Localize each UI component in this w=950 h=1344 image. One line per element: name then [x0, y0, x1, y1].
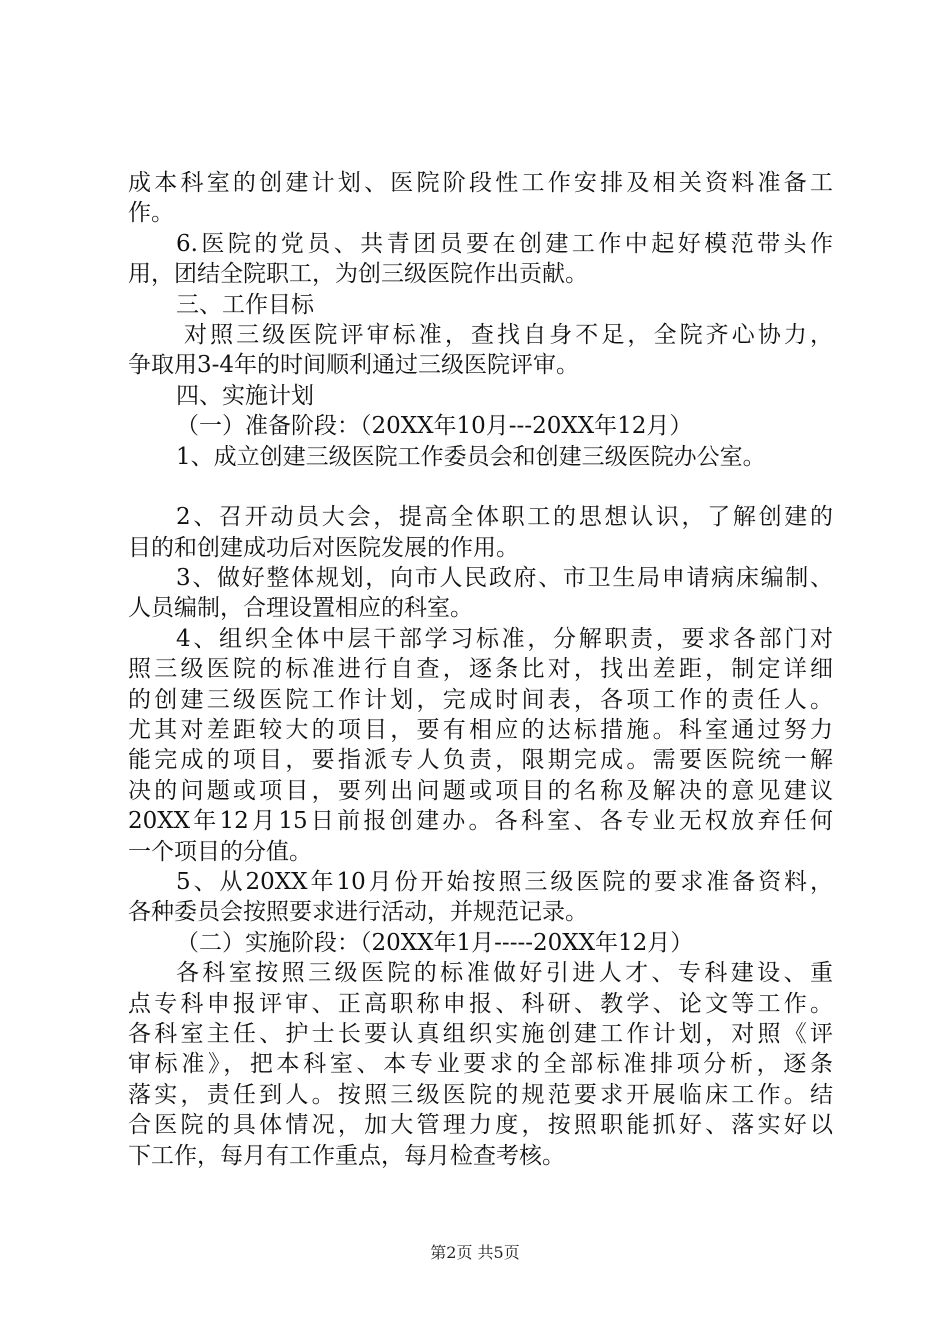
subsection-heading: （一）准备阶段：（20XX年10月---20XX年12月） [176, 413, 693, 440]
paragraph-line: 3、做好整体规划，向市人民政府、市卫生局申请病床编制、 [176, 565, 833, 592]
subsection-heading: （二）实施阶段：（20XX年1月-----20XX年12月） [176, 929, 694, 956]
blank-line [128, 472, 833, 502]
document-body [128, 168, 833, 1171]
paragraph-line: 能完成的项目，要指派专人负责，限期完成。需要医院统一解 [128, 747, 833, 774]
paragraph-line: 6.医院的党员、共青团员要在创建工作中起好模范带头作 [176, 230, 833, 257]
paragraph-line: 落实，责任到人。按照三级医院的规范要求开展临床工作。结 [128, 1081, 833, 1108]
paragraph-line: 5、从20XX年10月份开始按照三级医院的要求准备资料， [176, 868, 833, 895]
section-heading: 四、实施计划 [176, 382, 314, 409]
paragraph-line: 一个项目的分值。 [128, 838, 312, 865]
paragraph-line: 照三级医院的标准进行自查，逐条比对，找出差距，制定详细 [128, 656, 833, 683]
paragraph-line: 20XX年12月15日前报创建办。各科室、各专业无权放弃任何 [128, 808, 833, 835]
paragraph-line: 各科室主任、护士长要认真组织实施创建工作计划，对照《评 [128, 1020, 833, 1047]
paragraph-line: 的创建三级医院工作计划，完成时间表，各项工作的责任人。 [128, 686, 833, 713]
paragraph-line: 下工作，每月有工作重点，每月检查考核。 [128, 1142, 565, 1169]
paragraph-line: 1、成立创建三级医院工作委员会和创建三级医院办公室。 [176, 443, 766, 470]
section-heading: 三、工作目标 [176, 291, 314, 318]
paragraph-line: 争取用3-4年的时间顺利通过三级医院评审。 [128, 352, 580, 379]
paragraph-line: 成本科室的创建计划、医院阶段性工作安排及相关资料准备工 [128, 170, 833, 196]
paragraph-line: 用，团结全院职工，为创三级医院作出贡献。 [128, 261, 588, 288]
paragraph-line: 对照三级医院评审标准，查找自身不足，全院齐心协力， [184, 321, 833, 348]
paragraph-line: 各科室按照三级医院的标准做好引进人才、专科建设、重 [176, 960, 833, 987]
paragraph-line: 目的和创建成功后对医院发展的作用。 [128, 534, 519, 561]
paragraph-line: 各种委员会按照要求进行活动，并规范记录。 [128, 899, 588, 926]
paragraph-line: 人员编制，合理设置相应的科室。 [128, 595, 473, 622]
paragraph-line: 2、召开动员大会，提高全体职工的思想认识，了解创建的 [176, 504, 833, 531]
paragraph-line: 审标准》，把本科室、本专业要求的全部标准排项分析，逐条 [128, 1051, 833, 1078]
paragraph-line: 合医院的具体情况，加大管理力度，按照职能抓好、落实好以 [128, 1112, 833, 1139]
paragraph-line: 尤其对差距较大的项目，要有相应的达标措施。科室通过努力 [128, 717, 833, 744]
paragraph-line: 点专科申报评审、正高职称申报、科研、教学、论文等工作。 [128, 990, 833, 1017]
paragraph-line: 决的问题或项目，要列出问题或项目的名称及解决的意见建议 [128, 777, 833, 804]
paragraph-line: 作。 [128, 200, 174, 227]
paragraph-line: 4、组织全体中层干部学习标准，分解职责，要求各部门对 [176, 625, 833, 652]
page-number-footer: 第2页 共5页 [430, 1243, 520, 1262]
